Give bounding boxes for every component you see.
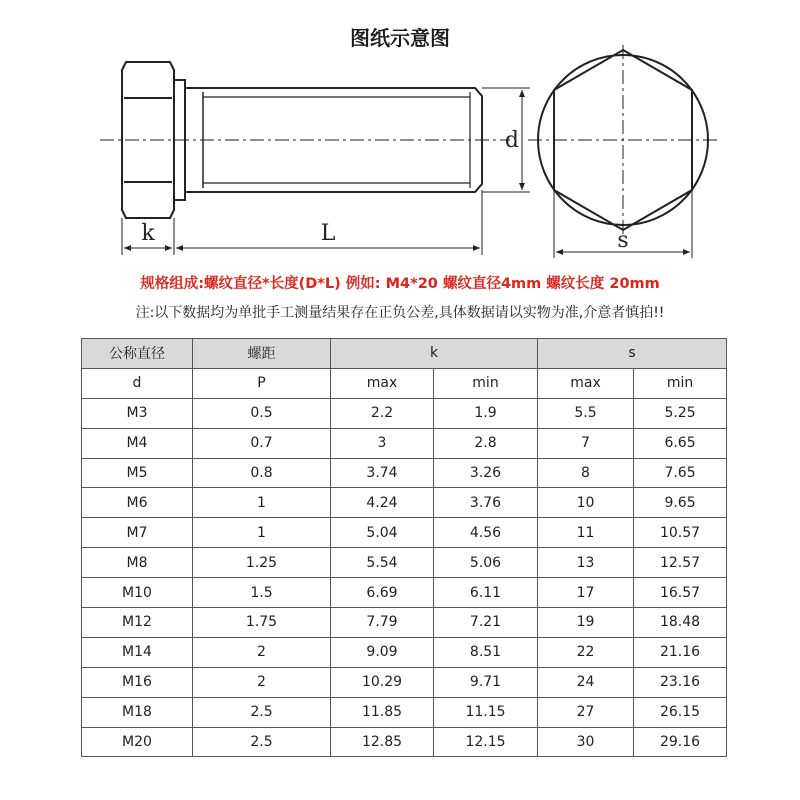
table-cell: 4.56: [434, 518, 538, 548]
table-row: [82, 667, 727, 697]
table-cell: 11.85: [331, 697, 434, 727]
table-cell: 12.85: [331, 727, 434, 757]
table-cell: 3: [331, 428, 434, 458]
table-cell: 7.79: [331, 608, 434, 638]
table-cell: 24: [538, 667, 634, 697]
header-k: k: [331, 339, 538, 369]
table-row: [82, 458, 727, 488]
subheader-k-max: max: [331, 368, 434, 398]
table-row: [82, 518, 727, 548]
table-cell: 23.16: [634, 667, 727, 697]
table-cell: 5.25: [634, 398, 727, 428]
table-cell: 21.16: [634, 637, 727, 667]
table-cell: 18.48: [634, 608, 727, 638]
table-cell: 26.15: [634, 697, 727, 727]
table-cell: M3: [82, 398, 193, 428]
table-cell: M4: [82, 428, 193, 458]
table-cell: 3.76: [434, 488, 538, 518]
bolt-dimension-table: [81, 338, 727, 757]
table-cell: 22: [538, 637, 634, 667]
subheader-p: P: [193, 368, 331, 398]
page-title: 图纸示意图: [350, 26, 450, 50]
table-cell: 27: [538, 697, 634, 727]
table-header-row-2: [82, 368, 727, 398]
table-cell: 1.5: [193, 578, 331, 608]
measurement-note: 注:以下数据均为单批手工测量结果存在正负公差,具体数据请以实物为准,介意者慎拍!!: [135, 305, 665, 321]
table-cell: M6: [82, 488, 193, 518]
table-row: [82, 548, 727, 578]
bolt-diagram: [90, 40, 730, 265]
table-cell: 5.5: [538, 398, 634, 428]
table-cell: 6.11: [434, 578, 538, 608]
table-cell: 1: [193, 518, 331, 548]
table-cell: 1: [193, 488, 331, 518]
table-cell: 4.24: [331, 488, 434, 518]
table-cell: M20: [82, 727, 193, 757]
table-cell: 2.5: [193, 697, 331, 727]
dimension-label-L: L: [320, 221, 336, 246]
table-cell: 5.54: [331, 548, 434, 578]
table-cell: 19: [538, 608, 634, 638]
table-cell: 7: [538, 428, 634, 458]
table-cell: 3.74: [331, 458, 434, 488]
table-cell: M5: [82, 458, 193, 488]
table-cell: 2.2: [331, 398, 434, 428]
table-cell: 5.04: [331, 518, 434, 548]
subheader-s-min: min: [634, 368, 727, 398]
table-cell: M12: [82, 608, 193, 638]
table-row: [82, 727, 727, 757]
subheader-d: d: [82, 368, 193, 398]
table-cell: 2: [193, 637, 331, 667]
dimension-label-k: k: [141, 221, 155, 246]
table-cell: 9.71: [434, 667, 538, 697]
header-nominal-diameter: 公称直径: [82, 339, 193, 369]
spec-description: 规格组成:螺纹直径*长度(D*L) 例如: M4*20 螺纹直径4mm 螺纹长度 20mm: [140, 276, 660, 292]
table-cell: 0.7: [193, 428, 331, 458]
table-cell: 16.57: [634, 578, 727, 608]
table-cell: 9.09: [331, 637, 434, 667]
header-s: s: [538, 339, 727, 369]
table-cell: 9.65: [634, 488, 727, 518]
table-cell: M14: [82, 637, 193, 667]
table-cell: 0.8: [193, 458, 331, 488]
table-cell: 1.9: [434, 398, 538, 428]
subheader-s-max: max: [538, 368, 634, 398]
table-cell: 17: [538, 578, 634, 608]
table-cell: 10: [538, 488, 634, 518]
table-row: [82, 697, 727, 727]
table-cell: 0.5: [193, 398, 331, 428]
table-cell: 3.26: [434, 458, 538, 488]
table-cell: 7.21: [434, 608, 538, 638]
table-cell: 30: [538, 727, 634, 757]
table-cell: 12.57: [634, 548, 727, 578]
table-cell: 5.06: [434, 548, 538, 578]
table-cell: 29.16: [634, 727, 727, 757]
table-cell: 11.15: [434, 697, 538, 727]
dimension-label-d: d: [504, 128, 519, 153]
table-cell: 2: [193, 667, 331, 697]
table-cell: 13: [538, 548, 634, 578]
table-cell: 10.29: [331, 667, 434, 697]
table-cell: 8: [538, 458, 634, 488]
table-cell: 2.8: [434, 428, 538, 458]
table-cell: 6.69: [331, 578, 434, 608]
dimension-label-s: s: [617, 228, 629, 253]
table-cell: 1.25: [193, 548, 331, 578]
table-cell: 1.75: [193, 608, 331, 638]
table-row: [82, 637, 727, 667]
table-cell: 11: [538, 518, 634, 548]
table-cell: M7: [82, 518, 193, 548]
header-pitch: 螺距: [193, 339, 331, 369]
table-cell: 10.57: [634, 518, 727, 548]
table-cell: 7.65: [634, 458, 727, 488]
table-cell: 2.5: [193, 727, 331, 757]
table-cell: 8.51: [434, 637, 538, 667]
table-row: [82, 428, 727, 458]
table-row: [82, 398, 727, 428]
table-cell: M18: [82, 697, 193, 727]
table-cell: M8: [82, 548, 193, 578]
table-cell: 12.15: [434, 727, 538, 757]
table-row: [82, 578, 727, 608]
table-header-row-1: [82, 339, 727, 369]
table-row: [82, 488, 727, 518]
table-cell: M16: [82, 667, 193, 697]
subheader-k-min: min: [434, 368, 538, 398]
table-cell: M10: [82, 578, 193, 608]
table-row: [82, 608, 727, 638]
table-cell: 6.65: [634, 428, 727, 458]
